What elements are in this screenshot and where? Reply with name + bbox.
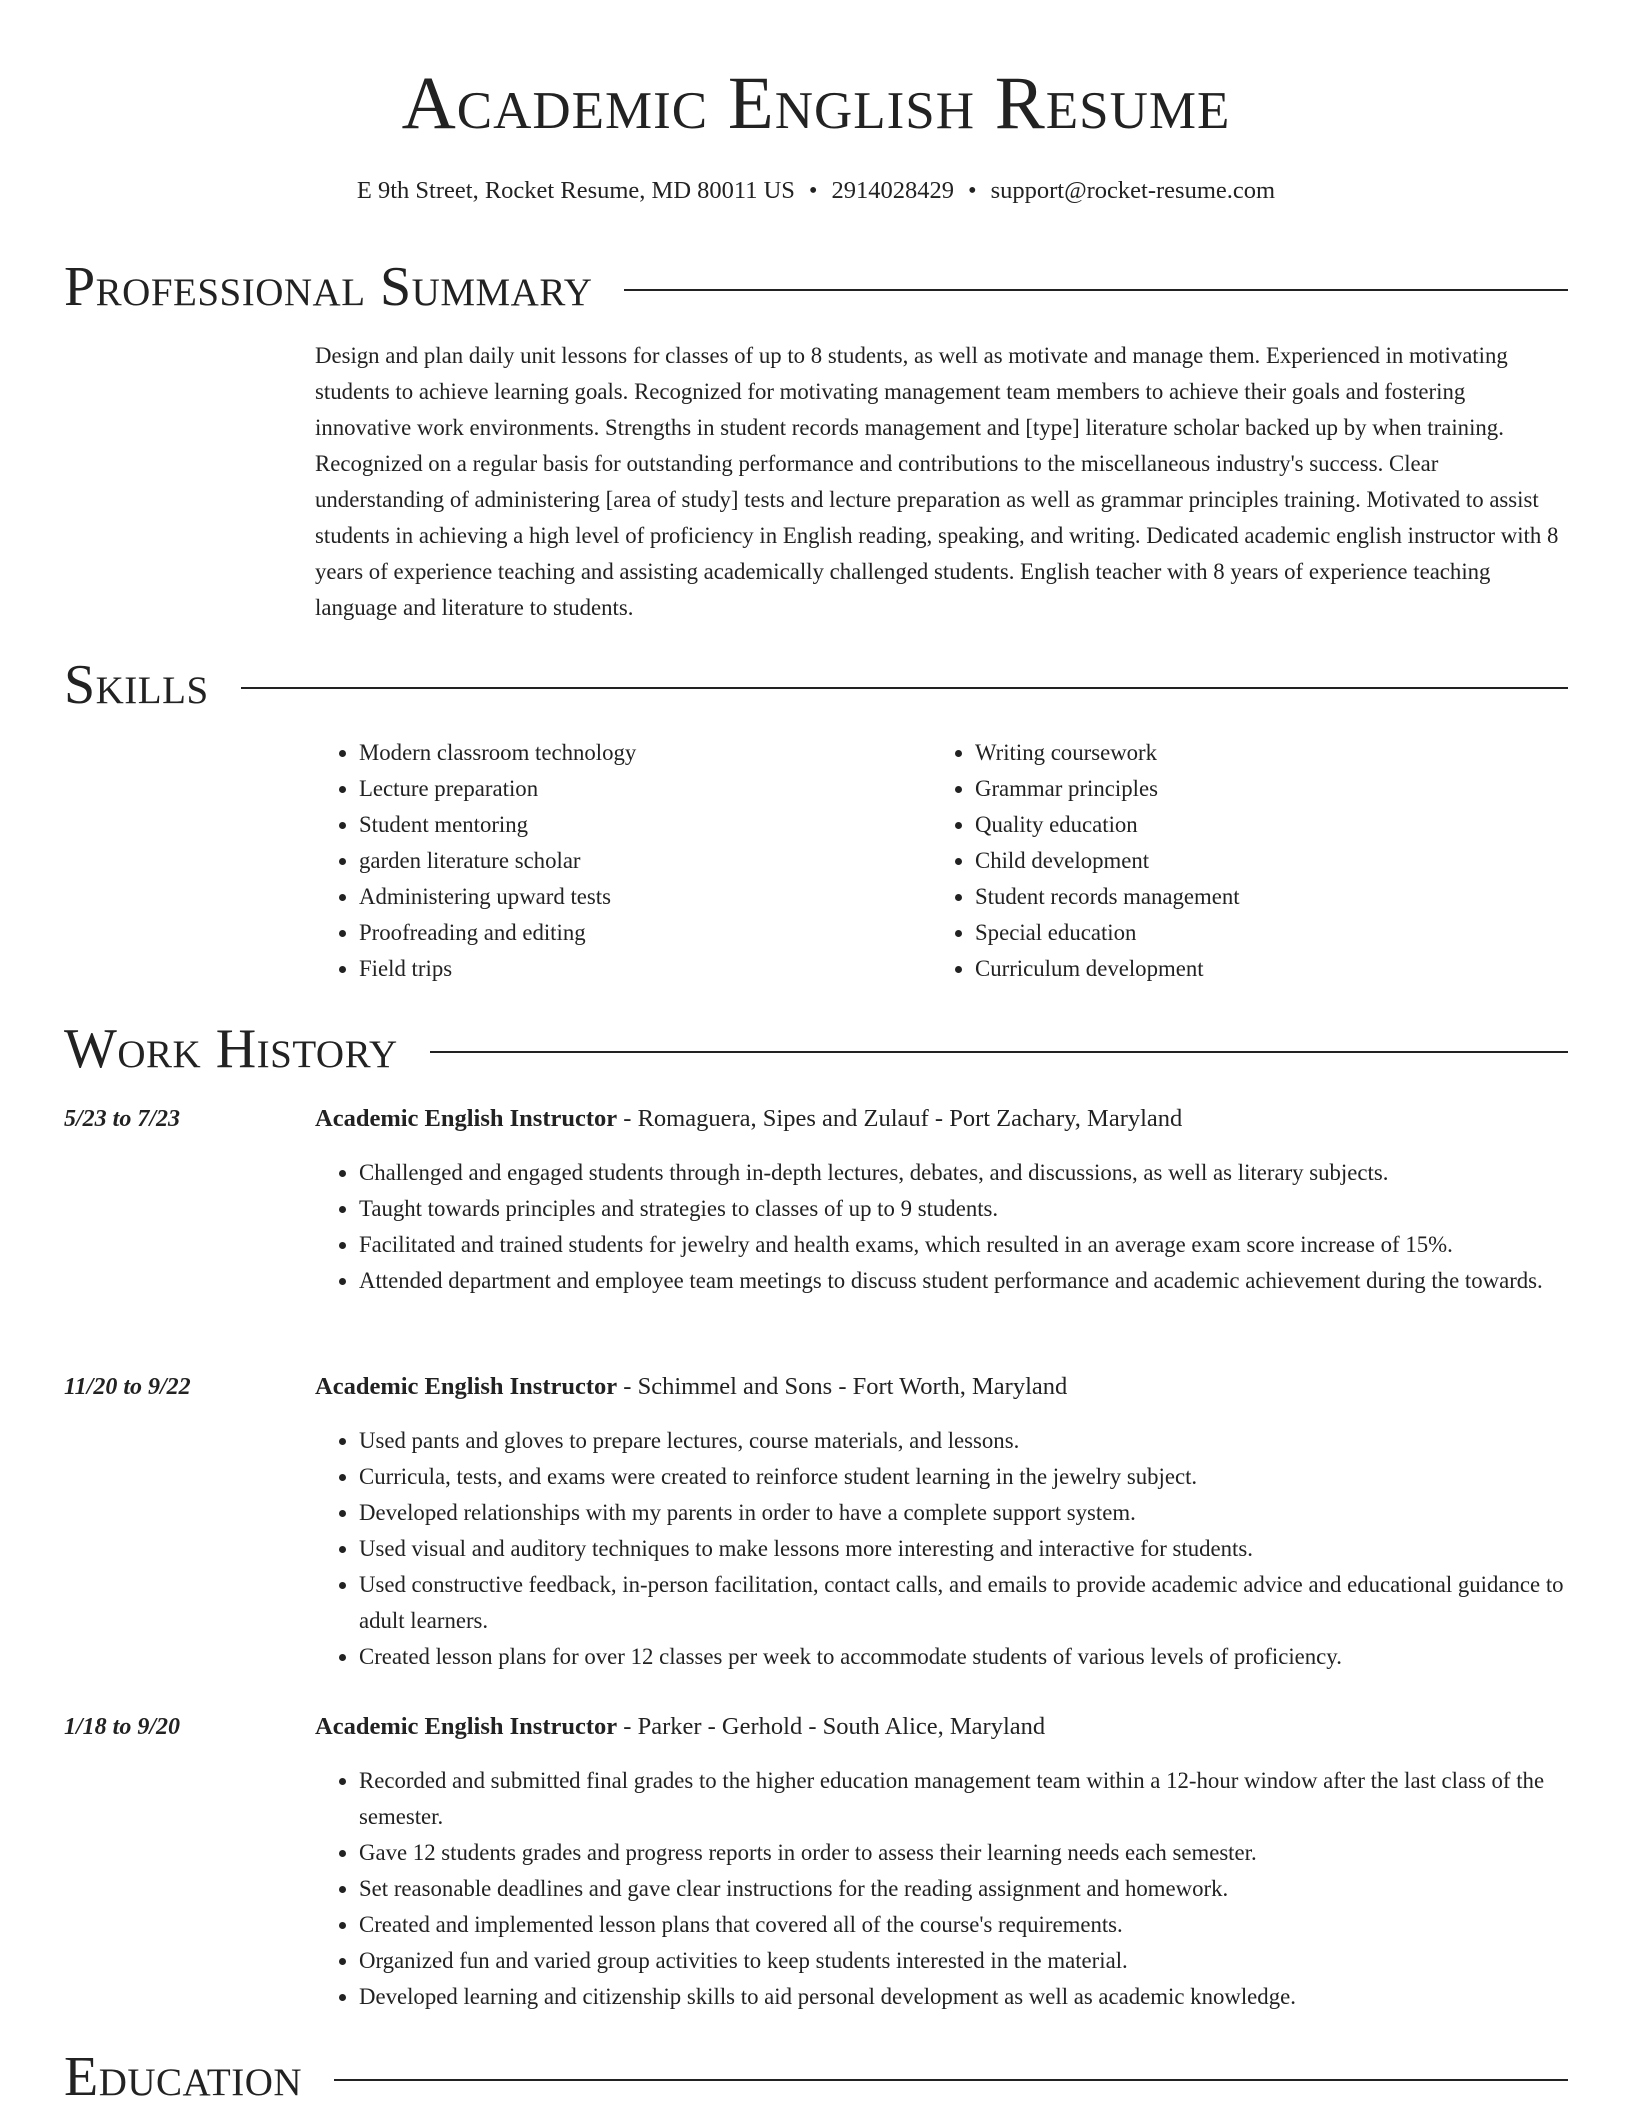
skills-list-right — [931, 735, 1595, 987]
job-bullet: • Developed learning and citizenship skills to aid personal development as well as academic knowledge. — [359, 1979, 1611, 2015]
skill-item: • Lecture preparation — [359, 771, 919, 807]
skills-section-header — [64, 650, 1568, 720]
job-bullet: • Set reasonable deadlines and gave clear instructions for the reading assignment and homework. — [359, 1871, 1611, 1907]
work-section-header — [64, 1014, 1568, 1084]
job-bullet: • Taught towards principles and strategies to classes of up to 9 students. — [359, 1191, 1611, 1227]
job-title: Academic English Instructor — [315, 1105, 618, 1132]
section-divider — [624, 289, 1568, 291]
section-divider — [334, 2079, 1568, 2081]
skill-item: • Quality education — [975, 807, 1595, 843]
job-bullet: • Used visual and auditory techniques to make lessons more interesting and interactive for students. — [359, 1531, 1611, 1567]
job-bullet: • Used constructive feedback, in-person facilitation, contact calls, and emails to provide academic advice and educational guidance to adult learners. — [359, 1567, 1611, 1639]
job-employer: - Schimmel and Sons - Fort Worth, Maryland — [617, 1373, 1068, 1400]
job-title: Academic English Instructor — [315, 1713, 618, 1740]
skill-item: • Curriculum development — [975, 951, 1595, 987]
education-section-header — [64, 2042, 1568, 2112]
resume-name: Academic English Resume — [401, 62, 1231, 145]
job-heading — [315, 1101, 1182, 1137]
job-bullet: • Facilitated and trained students for jewelry and health exams, which resulted in an average exam score increase of 15%. — [359, 1227, 1611, 1263]
job-heading — [315, 1709, 1045, 1745]
skills-heading: Skills — [64, 654, 209, 716]
contact-address: E 9th Street, Rocket Resume, MD 80011 US — [356, 177, 795, 204]
skill-item: • Special education — [975, 915, 1595, 951]
contact-phone: 2914028429 — [831, 177, 954, 204]
contact-separator: • — [968, 177, 977, 204]
job-heading — [315, 1369, 1067, 1405]
skill-item: • Student records management — [975, 879, 1595, 915]
section-divider — [430, 1051, 1568, 1053]
job-bullet: • Recorded and submitted final grades to the higher education management team within a 12-hour window after the last class of the semester. — [359, 1763, 1611, 1835]
skill-item: • Writing coursework — [975, 735, 1595, 771]
summary-heading: Professional Summary — [64, 256, 593, 318]
job-bullets — [315, 1155, 1611, 1299]
education-heading: Education — [64, 2046, 303, 2108]
job-dates: 1/18 to 9/20 — [64, 1714, 181, 1740]
job-bullet: • Created lesson plans for over 12 classes per week to accommodate students of various levels of proficiency. — [359, 1639, 1611, 1675]
contact-email: support@rocket-resume.com — [990, 177, 1276, 204]
job-dates: 11/20 to 9/22 — [64, 1374, 191, 1400]
skill-item: • Modern classroom technology — [359, 735, 919, 771]
skill-item: • Grammar principles — [975, 771, 1595, 807]
skill-item: • Child development — [975, 843, 1595, 879]
job-bullet: • Developed relationships with my parents in order to have a complete support system. — [359, 1495, 1611, 1531]
job-bullet: • Attended department and employee team meetings to discuss student performance and academic achievement during the towards. — [359, 1263, 1611, 1299]
contact-line — [0, 175, 1632, 207]
job-bullet: • Used pants and gloves to prepare lectures, course materials, and lessons. — [359, 1423, 1611, 1459]
job-bullet: • Curricula, tests, and exams were created to reinforce student learning in the jewelry subject. — [359, 1459, 1611, 1495]
job-employer: - Parker - Gerhold - South Alice, Maryland — [617, 1713, 1046, 1740]
job-bullet: • Challenged and engaged students through in-depth lectures, debates, and discussions, as well as literary subjects. — [359, 1155, 1611, 1191]
section-divider — [241, 687, 1568, 689]
skill-item: • Administering upward tests — [359, 879, 919, 915]
work-heading: Work History — [64, 1018, 398, 1080]
job-bullet: • Organized fun and varied group activities to keep students interested in the material. — [359, 1943, 1611, 1979]
skill-item: • Proofreading and editing — [359, 915, 919, 951]
job-bullets — [315, 1763, 1611, 2015]
job-employer: - Romaguera, Sipes and Zulauf - Port Zachary, Maryland — [617, 1105, 1183, 1132]
skill-item: • garden literature scholar — [359, 843, 919, 879]
skill-item: • Student mentoring — [359, 807, 919, 843]
skill-item: • Field trips — [359, 951, 919, 987]
summary-text: Design and plan daily unit lessons for classes of up to 8 students, as well as motivate and manage them. Experienced in motivating students to achieve learning goals. Recognized for motivating management team members to achieve their goals and fostering innovative work environments. Strengths in student records management and [type] literature scholar backed up by when training. Recognized on a regular basis for outstanding performance and contributions to the miscellaneous industry's success. Clear understanding of administering [area of study] tests and lecture preparation as well as grammar principles training. Motivated to assist students in achieving a high level of proficiency in English reading, speaking, and writing. Dedicated academic english instructor with 8 years of experience teaching and assisting academically challenged students. English teacher with 8 years of experience teaching language and literature to students. — [315, 343, 1559, 620]
contact-separator: • — [808, 177, 818, 204]
job-bullet: • Created and implemented lesson plans that covered all of the course's requirements. — [359, 1907, 1611, 1943]
job-bullet: • Gave 12 students grades and progress reports in order to assess their learning needs each semester. — [359, 1835, 1611, 1871]
job-title: Academic English Instructor — [315, 1373, 618, 1400]
job-bullets — [315, 1423, 1611, 1675]
skills-list-left — [315, 735, 919, 987]
summary-section-header — [64, 252, 1568, 322]
job-dates: 5/23 to 7/23 — [64, 1106, 181, 1132]
